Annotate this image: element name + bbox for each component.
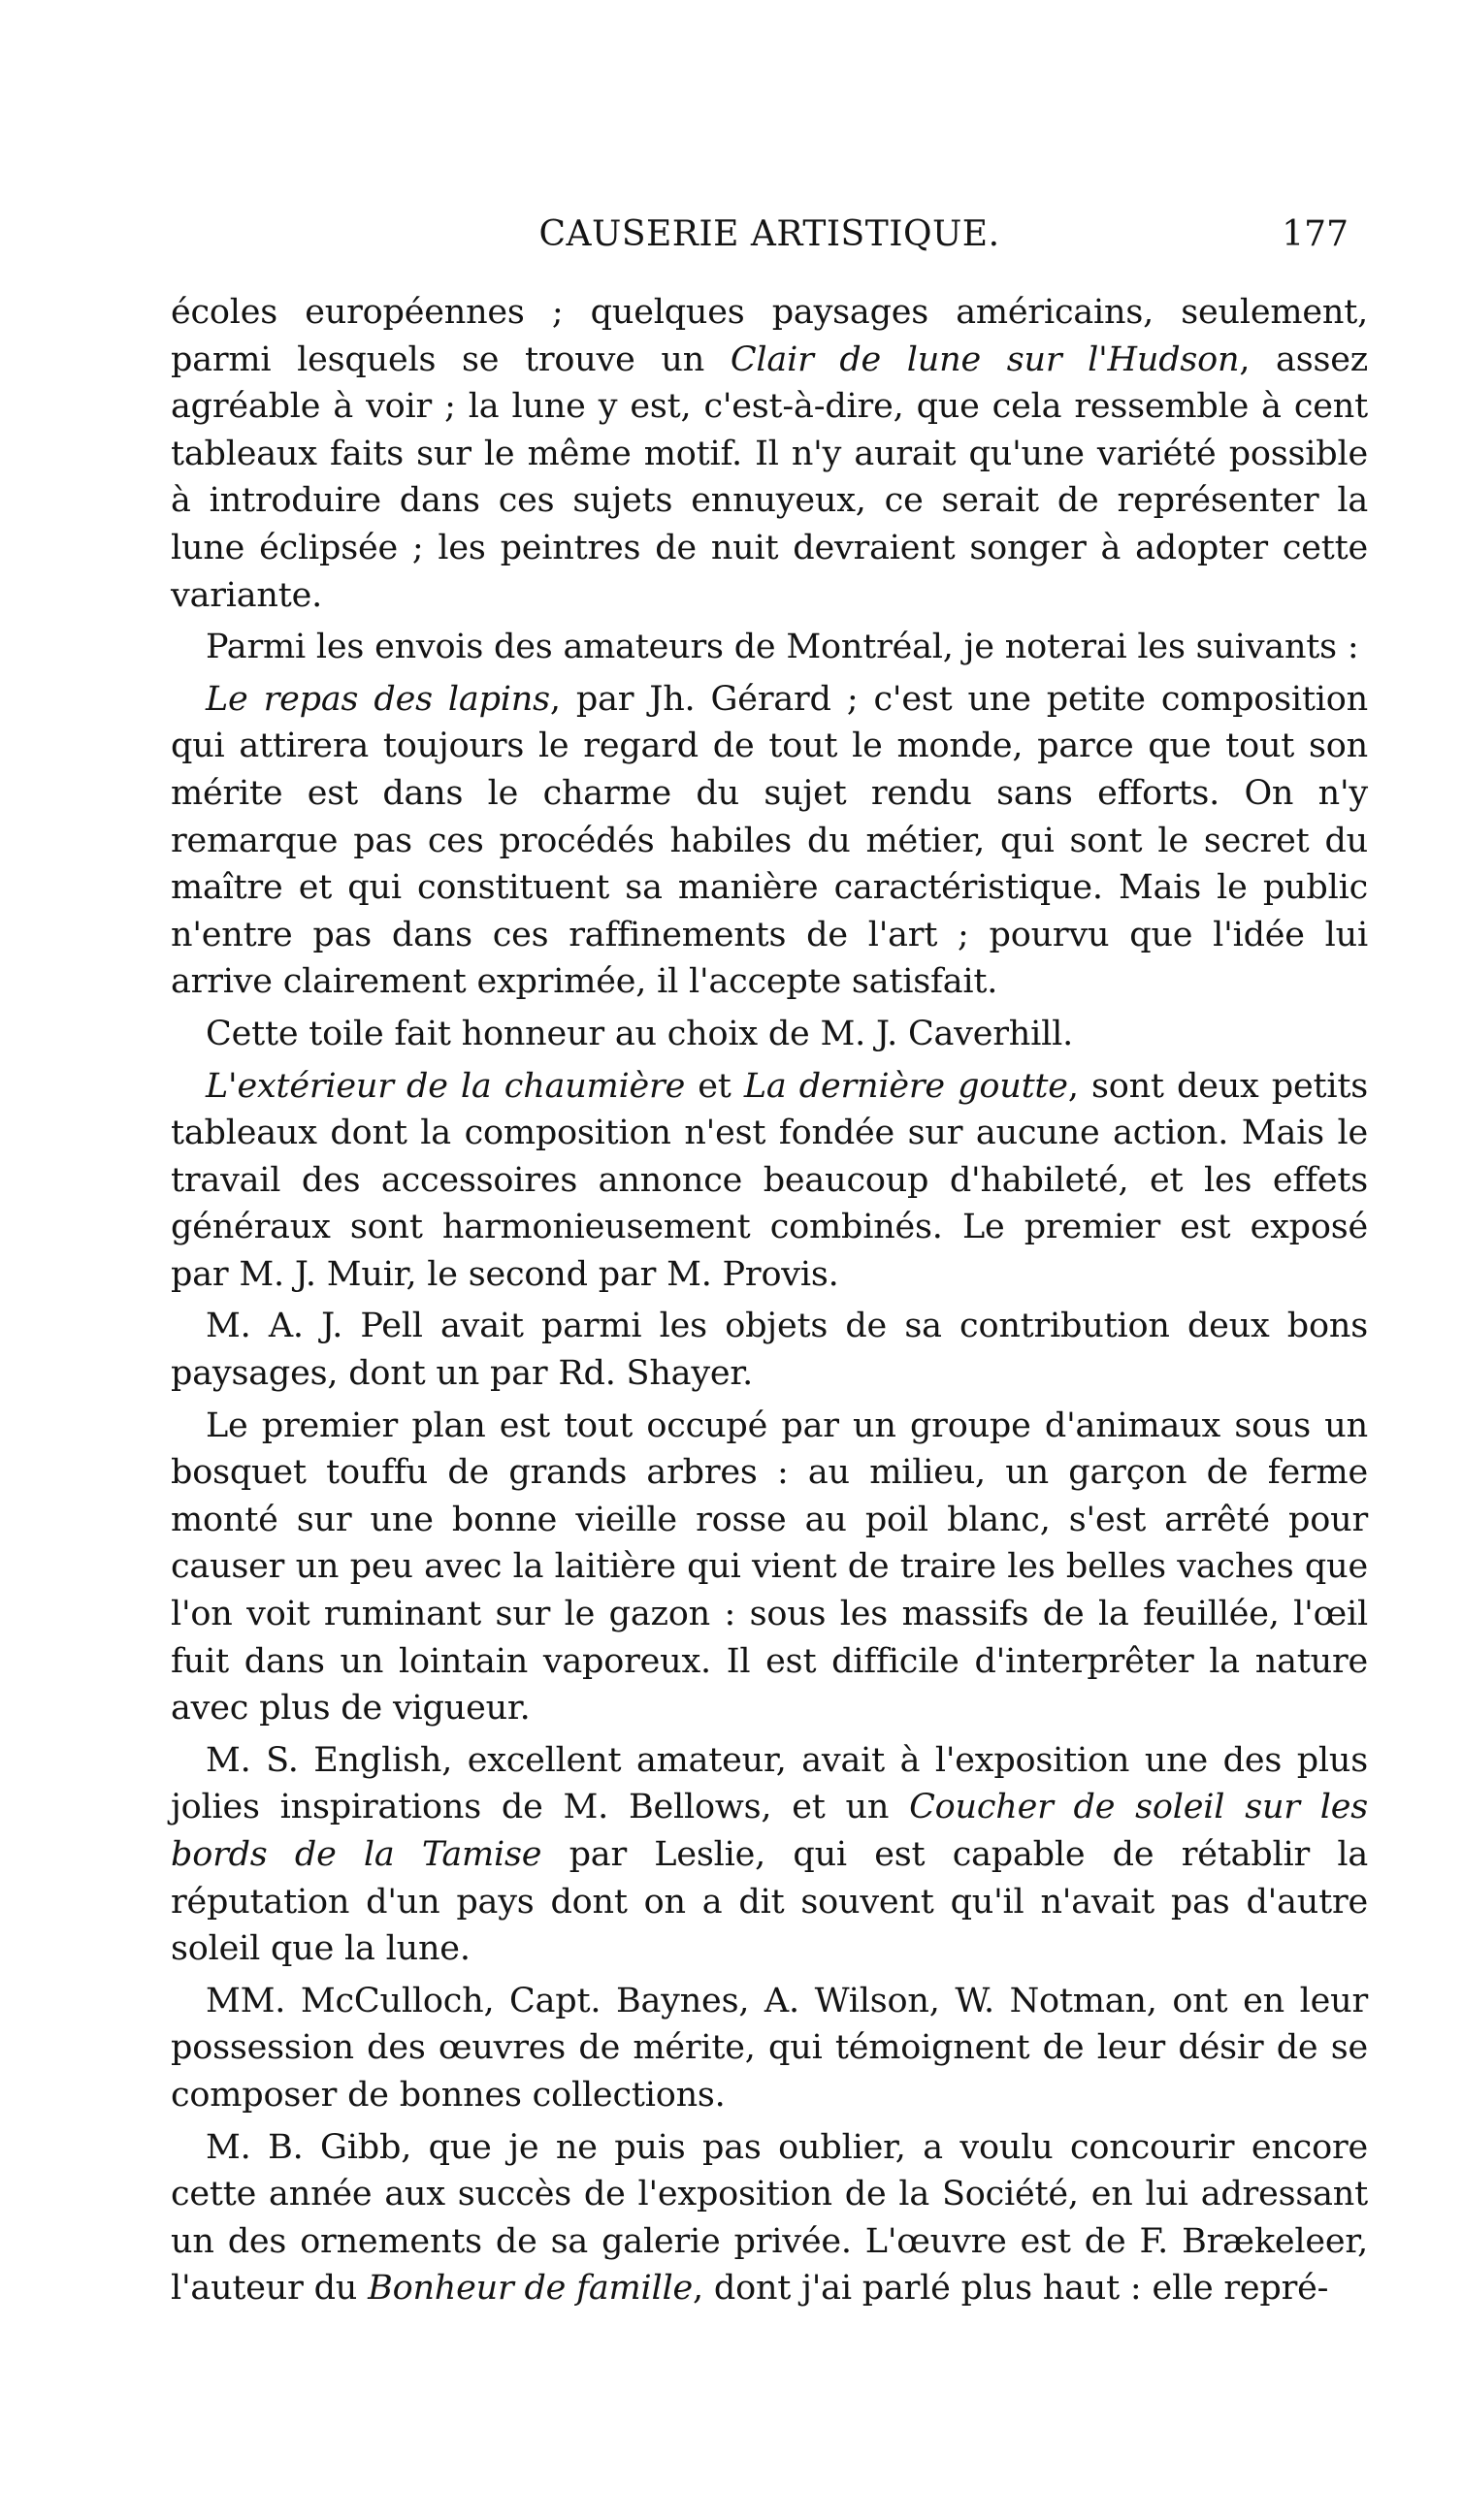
paragraph — [171, 1063, 1368, 1299]
paragraph — [171, 289, 1368, 619]
text-run: Parmi les envois des amateurs de Montréal, je noterai les suivants : — [206, 628, 1359, 667]
italic-title-run: Bonheur de famille — [368, 2269, 694, 2309]
text-run: , assez agréable à voir ; la lune y est, c'est-à-dire, que cela ressemble à cent tableaux faits sur le même motif. Il n'y aurait qu'une variété possible à introduire dans ces sujets ennuyeux, ce serait de représenter la lune éclipsée ; les peintres de nuit devraient songer à adopter cette variante. — [171, 339, 1369, 615]
page-number: 177 — [1282, 214, 1349, 254]
text-run: , sont deux petits tableaux dont la composition n'est fondée sur aucune action. Mais le travail des accessoires annonce beaucoup d'habileté, et les effets généraux sont harmonieusement combinés. Le premier est exposé par M. J. Muir, le second par M. Provis. — [171, 1066, 1368, 1294]
italic-title-run: La dernière goutte — [743, 1066, 1068, 1106]
running-title: CAUSERIE ARTISTIQUE. — [538, 214, 1000, 254]
text-run: M. A. J. Pell avait parmi les objets de sa contribution deux bons paysages, dont un par Rd. Shayer. — [171, 1307, 1368, 1394]
text-run: et — [685, 1066, 744, 1106]
text-run: MM. McCulloch, Capt. Baynes, A. Wilson, W. Notman, ont en leur possession des œuvres de mérite, qui témoignent de leur désir de se composer de bonnes collections. — [171, 1981, 1368, 2115]
italic-title-run: Coucher de soleil sur les bords de la Tamise — [171, 1788, 1368, 1874]
paragraph — [171, 2124, 1368, 2312]
paragraph — [171, 1011, 1368, 1058]
paragraph — [171, 624, 1368, 671]
text-run: M. B. Gibb, que je ne puis pas oublier, a voulu concourir encore cette année aux succès de l'exposition de la Société, en lui adressant un des ornements de sa galerie privée. L'œuvre est de F. Brækeleer, l'auteur du — [171, 2127, 1368, 2309]
body-text — [171, 289, 1368, 2312]
text-run: par Leslie, qui est capable de rétablir la réputation d'un pays dont on a dit souvent qu'il n'avait pas d'autre soleil que la lune. — [171, 1835, 1368, 1969]
book-page — [171, 211, 1368, 2312]
running-head — [171, 211, 1368, 258]
paragraph — [171, 1737, 1368, 1973]
text-run: écoles européennes ; quelques paysages américains, seulement, parmi lesquels se trouve un — [171, 293, 1368, 379]
text-run: Cette toile fait honneur au choix de M. J. Caverhill. — [206, 1014, 1074, 1053]
text-run: , dont j'ai parlé plus haut : elle repré- — [693, 2269, 1329, 2309]
italic-title-run: Clair de lune sur l'Hudson — [730, 339, 1240, 379]
paragraph — [171, 1303, 1368, 1397]
italic-title-run: L'extérieur de la chaumière — [206, 1066, 686, 1106]
text-run: M. S. English, excellent amateur, avait à l'exposition une des plus jolies inspirations de M. Bellows, et un — [171, 1740, 1368, 1827]
paragraph — [171, 676, 1368, 1006]
italic-title-run: Le repas des lapins — [206, 679, 550, 719]
text-run: Le premier plan est tout occupé par un groupe d'animaux sous un bosquet touffu de grands arbres : au milieu, un garçon de ferme monté sur une bonne vieille rosse au poil blanc, s'est arrêté pour causer un peu avec la laitière qui vient de traire les belles vaches que l'on voit ruminant sur le gazon : sous les massifs de la feuillée, l'œil fuit dans un lointain vaporeux. Il est difficile d'interprêter la nature avec plus de vigueur. — [171, 1405, 1368, 1728]
text-run: , par Jh. Gérard ; c'est une petite composition qui attirera toujours le regard de tout le monde, parce que tout son mérite est dans le charme du sujet rendu sans efforts. On n'y remarque pas ces procédés habiles du métier, qui sont le secret du maître et qui constituent sa manière caractéristique. Mais le public n'entre pas dans ces raffinements de l'art ; pourvu que l'idée lui arrive clairement exprimée, il l'accepte satisfait. — [171, 679, 1368, 1002]
paragraph — [171, 1403, 1368, 1732]
paragraph — [171, 1978, 1368, 2119]
